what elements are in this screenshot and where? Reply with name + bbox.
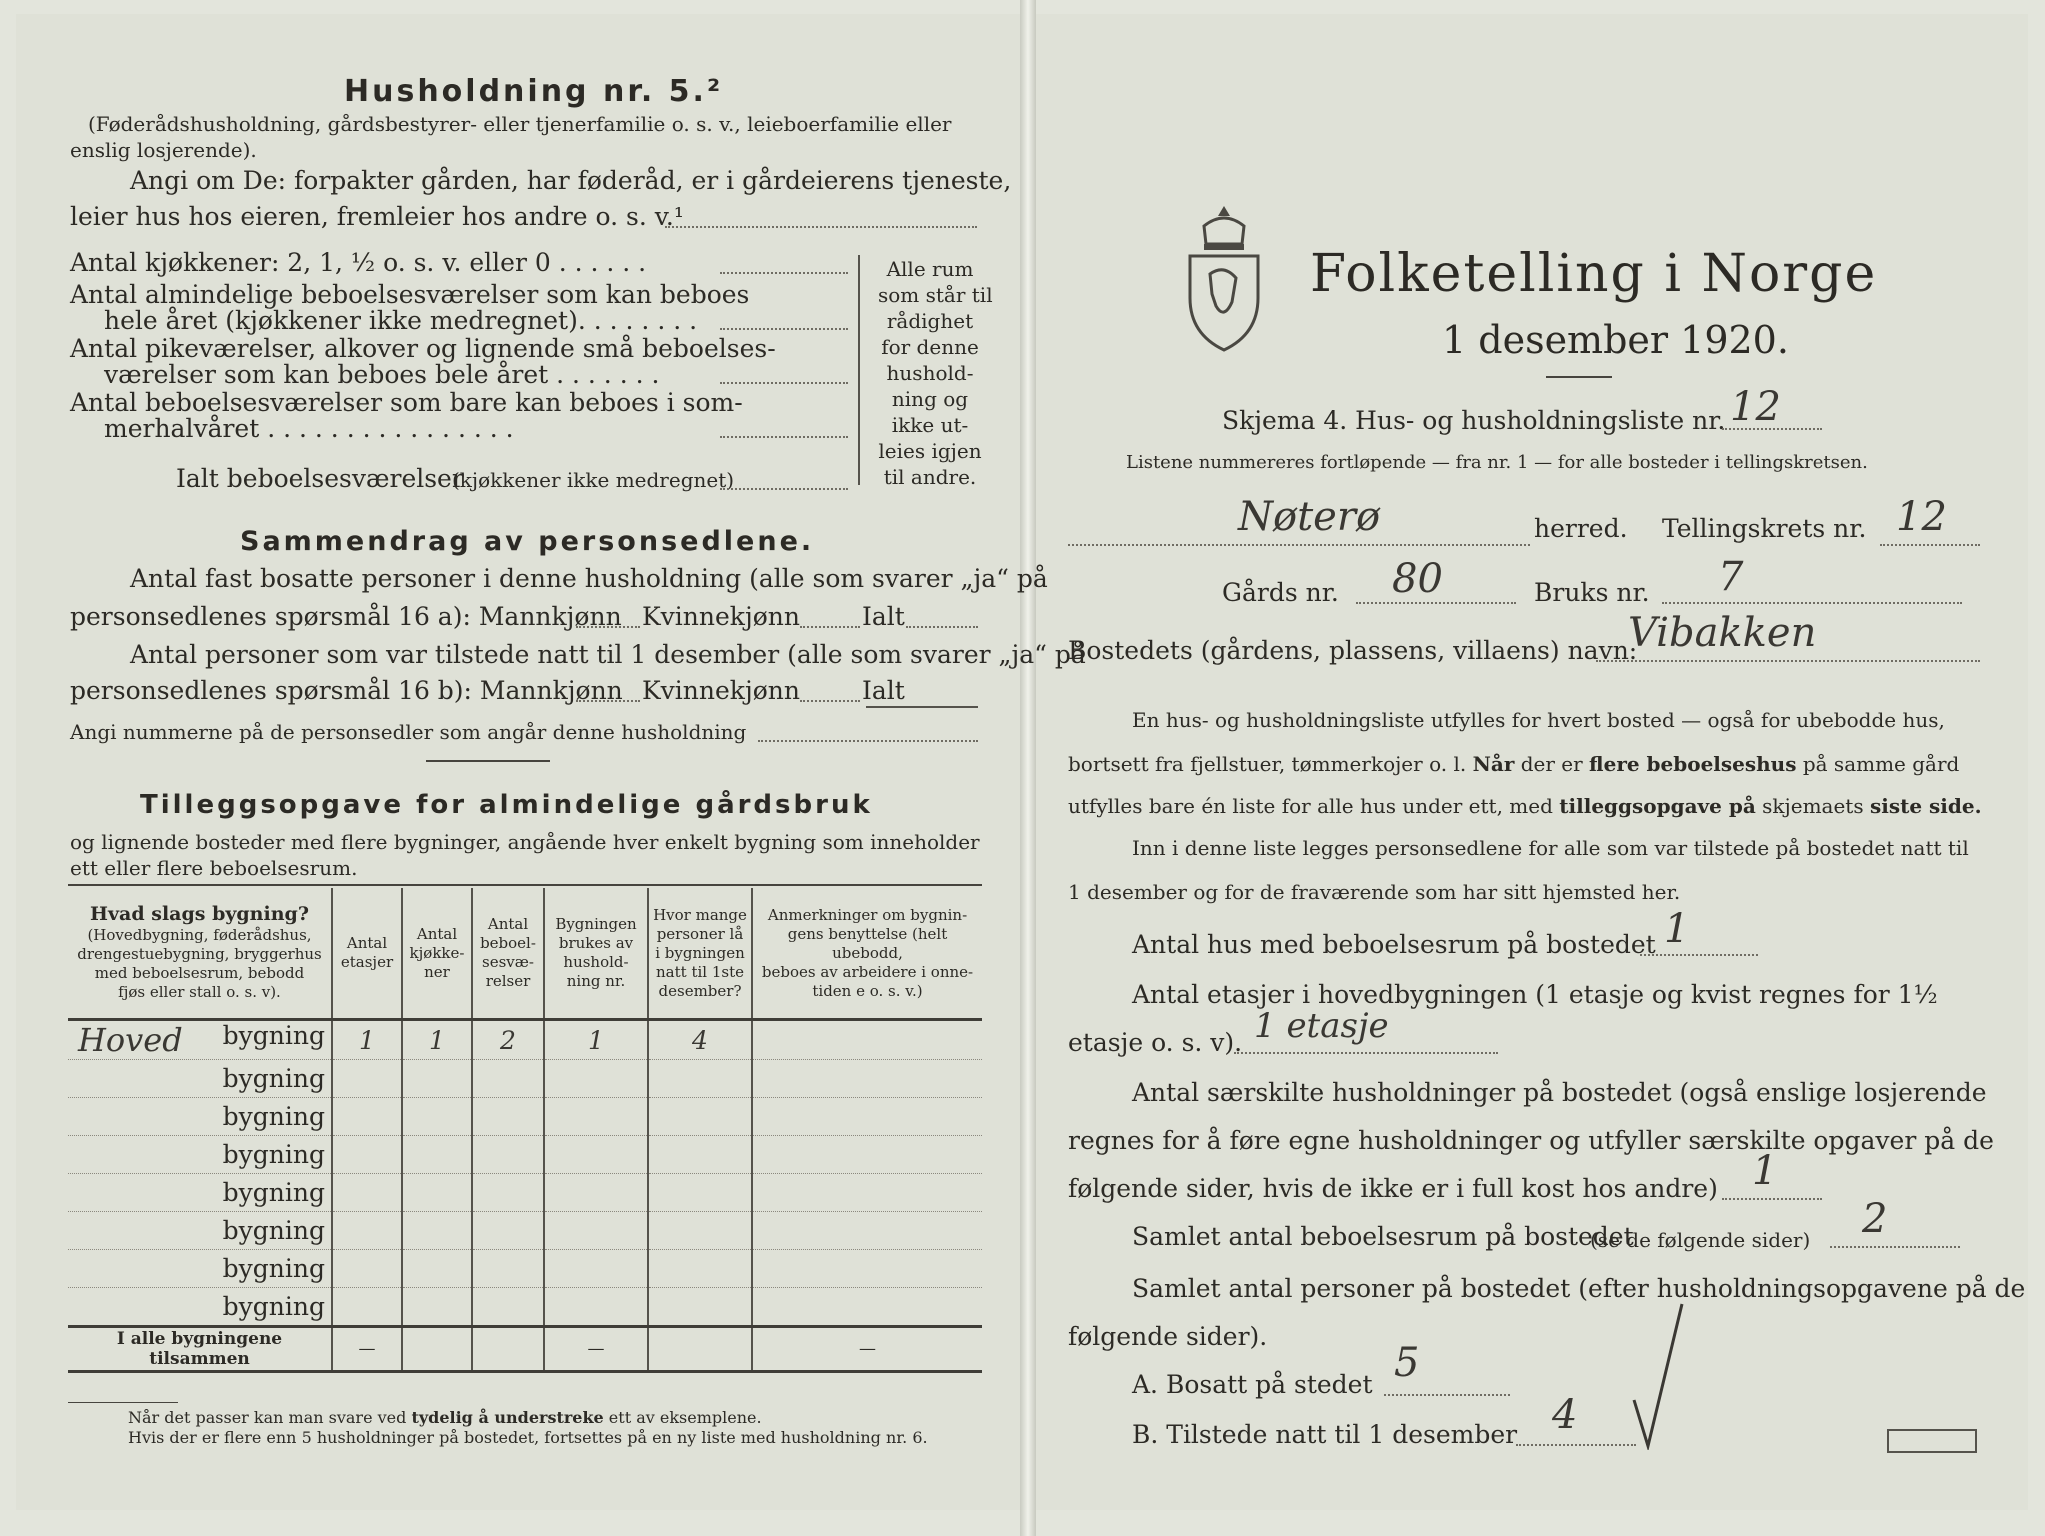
tilstede-kvinne-label: Kvinnekjønn <box>642 676 800 705</box>
tilstede-ialt-field[interactable] <box>866 706 978 708</box>
angi-line-2: leier hus hos eieren, fremleier hos andre o. s. v.¹ <box>70 202 684 231</box>
instr-5: 1 desember og for de fraværende som har sitt hjemsted her. <box>1068 880 1681 904</box>
herred-value: Nøterø <box>1238 494 1381 540</box>
pike-label-1: Antal pikeværelser, alkover og lignende små beboelses- <box>70 334 776 363</box>
ialt-note: (kjøkkener ikke medregnet) <box>452 468 735 492</box>
listene-note: Listene nummereres fortløpende — fra nr. 1 — for alle bosteder i tellingskretsen. <box>1126 452 1868 473</box>
row-1-personer[interactable]: 4 <box>648 1020 752 1060</box>
row-1-anmerkning[interactable] <box>752 1020 982 1060</box>
col-vaerelser: Antal beboel- sesvæ- relser <box>472 888 544 1020</box>
bosted-line[interactable] <box>1596 660 1980 662</box>
row-1-etasjer[interactable]: 1 <box>332 1020 402 1060</box>
table-row <box>68 1098 982 1136</box>
tilstede-value: 4 <box>1552 1392 1578 1438</box>
skjema-label: Skjema 4. Hus- og husholdningsliste nr. <box>1222 406 1726 435</box>
col-husholdning: Bygningen brukes av hushold- ning nr. <box>544 888 648 1020</box>
etasjer-value: 1 etasje <box>1254 1006 1389 1046</box>
gards-label: Gårds nr. <box>1222 578 1339 607</box>
ialt-field[interactable] <box>720 488 848 490</box>
samlet-rum-line[interactable] <box>1830 1246 1960 1248</box>
brace-mark <box>858 255 874 485</box>
building-table <box>68 888 982 1373</box>
col-bygning: Hvad slags bygning? (Hovedbygning, føderådshus, drengestuebygning, bryggerhus med beboelsesrum, bebodd fjøs eller stall o. s. v). <box>68 888 332 1020</box>
angi-nummerne: Angi nummerne på de personsedler som angår denne husholdning <box>70 720 747 744</box>
samlet-rum-label: Samlet antal beboelsesrum på bostedet <box>1132 1222 1634 1251</box>
kjokkener-field[interactable] <box>720 272 848 274</box>
gards-value: 80 <box>1392 556 1443 602</box>
etasjer-line-1: Antal etasjer i hovedbygningen (1 etasje og kvist regnes for 1½ <box>1132 980 1938 1009</box>
total-etasjer[interactable]: — <box>332 1327 402 1372</box>
brace-note: Alle rum som står til rådighet for denne hushold- ning og ikke ut- leies igjen til andre. <box>878 257 993 489</box>
saer-line-3: følgende sider, hvis de ikke er i full kost hos andre) <box>1068 1174 1718 1203</box>
almind-label-2: hele året (kjøkkener ikke medregnet). . . . . . . . <box>104 306 698 335</box>
samlet-pers-line-2: følgende sider). <box>1068 1322 1268 1351</box>
sommer-field[interactable] <box>720 436 848 438</box>
etasjer-line[interactable] <box>1234 1052 1498 1054</box>
hus-label: Antal hus med beboelsesrum på bostedet <box>1132 930 1656 959</box>
household-paren-2: enslig losjerende). <box>70 138 257 162</box>
bruks-value: 7 <box>1718 554 1744 600</box>
tilstede-mann-field[interactable] <box>576 700 640 702</box>
printer-stamp <box>1887 1429 1977 1453</box>
footnote-rule <box>68 1402 178 1403</box>
household-title: Husholdning nr. 5.² <box>344 74 724 109</box>
table-row <box>68 1174 982 1212</box>
bosted-value: Vibakken <box>1628 610 1817 656</box>
tillegg-line-1: og lignende bosteder med flere bygninger, angående hver enkelt bygning som inneholder <box>70 830 980 854</box>
bosted-label: Bostedets (gårdens, plassens, villaens) navn: <box>1068 636 1638 665</box>
angi-answer-line[interactable] <box>665 226 977 228</box>
etasjer-line-2: etasje o. s. v). <box>1068 1028 1243 1057</box>
title-rule <box>1546 376 1612 378</box>
hus-value: 1 <box>1664 906 1690 952</box>
building-table-header <box>68 888 982 1020</box>
instr-4: Inn i denne liste legges personsedlene for alle som var tilstede på bostedet natt til <box>1132 836 1969 860</box>
total-label: I alle bygningene tilsammen <box>68 1327 332 1372</box>
saer-value: 1 <box>1752 1148 1778 1194</box>
summary-title: Sammendrag av personsedlene. <box>240 526 815 557</box>
total-row <box>68 1327 982 1372</box>
fast-mann-field[interactable] <box>576 626 640 628</box>
sommer-label-2: merhalvåret . . . . . . . . . . . . . . . . <box>104 414 514 443</box>
page-fold <box>1020 0 1036 1536</box>
coat-of-arms-icon <box>1186 202 1262 354</box>
divider-rule <box>426 760 550 762</box>
pike-field[interactable] <box>720 382 848 384</box>
fast-line-2: personsedlenes spørsmål 16 a): Mannkjønn <box>70 602 622 631</box>
col-personer: Hvor mange personer lå i bygningen natt til 1ste desember? <box>648 888 752 1020</box>
tilstede-line[interactable] <box>1516 1444 1636 1446</box>
tilstede-ialt-label: Ialt <box>862 676 905 705</box>
tilstede-label: B. Tilstede natt til 1 desember <box>1132 1420 1518 1449</box>
col-kjokkener: Antal kjøkke- ner <box>402 888 472 1020</box>
herred-line[interactable] <box>1068 544 1530 546</box>
row-label: bygning <box>222 1064 325 1093</box>
tillegg-title: Tilleggsopgave for almindelige gårdsbruk <box>140 790 873 820</box>
check-mark-icon <box>1620 1300 1690 1450</box>
footnote-2: Hvis der er flere enn 5 husholdninger på bostedet, fortsettes på en ny liste med husholdning nr. 6. <box>128 1428 928 1447</box>
bosatt-line[interactable] <box>1384 1394 1510 1396</box>
hus-line[interactable] <box>1640 954 1758 956</box>
angi-nummerne-field[interactable] <box>758 740 978 742</box>
ialt-label: Ialt beboelsesværelser <box>176 464 464 493</box>
table-row <box>68 1060 982 1098</box>
almind-field[interactable] <box>720 328 848 330</box>
herred-label: herred. <box>1534 514 1628 543</box>
samlet-pers-line-1: Samlet antal personer på bostedet (efter husholdningsopgavene på de <box>1132 1274 2026 1303</box>
instr-2: bortsett fra fjellstuer, tømmerkojer o. l. Når der er flere beboelseshus på samme gård <box>1068 752 1960 776</box>
row-1-vaerelser[interactable]: 2 <box>472 1020 544 1060</box>
gards-line[interactable] <box>1356 602 1516 604</box>
bruks-label: Bruks nr. <box>1534 578 1650 607</box>
fast-line-1: Antal fast bosatte personer i denne husholdning (alle som svarer „ja“ på <box>130 564 1048 593</box>
table-row <box>68 1212 982 1250</box>
table-row <box>68 1288 982 1327</box>
bruks-line[interactable] <box>1662 602 1962 604</box>
col-anmerkninger: Anmerkninger om bygnin- gens benyttelse (helt ubebodd, beboes av arbeidere i onne- tiden e o. s. v.) <box>752 888 982 1020</box>
row-label: bygning <box>222 1292 325 1321</box>
household-paren-1: (Føderådshusholdning, gårdsbestyrer- eller tjenerfamilie o. s. v., leieboerfamilie eller <box>88 112 952 136</box>
table-top-rule <box>68 884 982 886</box>
krets-line[interactable] <box>1880 544 1980 546</box>
row-label: bygning <box>222 1216 325 1245</box>
krets-value: 12 <box>1896 494 1947 540</box>
samlet-rum-value: 2 <box>1862 1196 1888 1242</box>
col-etasjer: Antal etasjer <box>332 888 402 1020</box>
kjokkener-label: Antal kjøkkener: 2, 1, ½ o. s. v. eller 0 . . . . . . <box>70 248 647 277</box>
saer-line-1: Antal særskilte husholdninger på bostedet (også enslige losjerende <box>1132 1078 1987 1107</box>
row-label: bygning <box>222 1254 325 1283</box>
saer-line[interactable] <box>1722 1198 1822 1200</box>
row-1-husholdning[interactable]: 1 <box>544 1020 648 1060</box>
table-row <box>68 1020 982 1060</box>
row-label: bygning <box>222 1140 325 1169</box>
fast-ialt-label: Ialt <box>862 602 905 631</box>
instr-3: utfylles bare én liste for alle hus under ett, med tilleggsopgave på skjemaets siste side. <box>1068 794 1982 818</box>
footnote-1: Når det passer kan man svare ved tydelig å understreke ett av eksemplene. <box>128 1408 762 1427</box>
tilstede-kvinne-field[interactable] <box>800 700 860 702</box>
total-husholdning[interactable]: — <box>544 1327 648 1372</box>
row-label: bygning <box>222 1102 325 1131</box>
census-title: Folketelling i Norge <box>1310 244 1878 304</box>
angi-line-1: Angi om De: forpakter gården, har føderåd, er i gårdeierens tjeneste, <box>130 166 1012 195</box>
sommer-label-1: Antal beboelsesværelser som bare kan beboes i som- <box>70 388 743 417</box>
row-label: bygning <box>222 1021 325 1050</box>
table-row <box>68 1136 982 1174</box>
skjema-nr-value: 12 <box>1730 384 1781 430</box>
fast-kvinne-field[interactable] <box>800 626 860 628</box>
census-date: 1 desember 1920. <box>1442 318 1789 362</box>
saer-line-2: regnes for å føre egne husholdninger og utfyller særskilte opgaver på de <box>1068 1126 1994 1155</box>
pike-label-2: værelser som kan beboes bele året . . . . . . . <box>104 360 660 389</box>
tillegg-line-2: ett eller flere beboelsesrum. <box>70 856 358 880</box>
fast-ialt-field[interactable] <box>906 626 978 628</box>
row-label: bygning <box>222 1178 325 1207</box>
samlet-rum-note: (se de følgende sider) <box>1590 1228 1811 1252</box>
table-row <box>68 1250 982 1288</box>
almind-label-1: Antal almindelige beboelsesværelser som kan beboes <box>70 280 750 309</box>
row-1-kjokken[interactable]: 1 <box>402 1020 472 1060</box>
bosatt-label: A. Bosatt på stedet <box>1132 1370 1373 1399</box>
tilstede-line-2: personsedlenes spørsmål 16 b): Mannkjønn <box>70 676 623 705</box>
row-1-name: Hoved <box>78 1021 183 1059</box>
instr-1: En hus- og husholdningsliste utfylles for hvert bosted — også for ubebodde hus, <box>1132 708 1945 732</box>
fast-kvinne-label: Kvinnekjønn <box>642 602 800 631</box>
tilstede-line-1: Antal personer som var tilstede natt til 1 desember (alle som svarer „ja“ på <box>130 640 1086 669</box>
bosatt-value: 5 <box>1394 1340 1420 1386</box>
krets-label: Tellingskrets nr. <box>1662 514 1867 543</box>
total-anmerkning[interactable]: — <box>752 1327 982 1372</box>
